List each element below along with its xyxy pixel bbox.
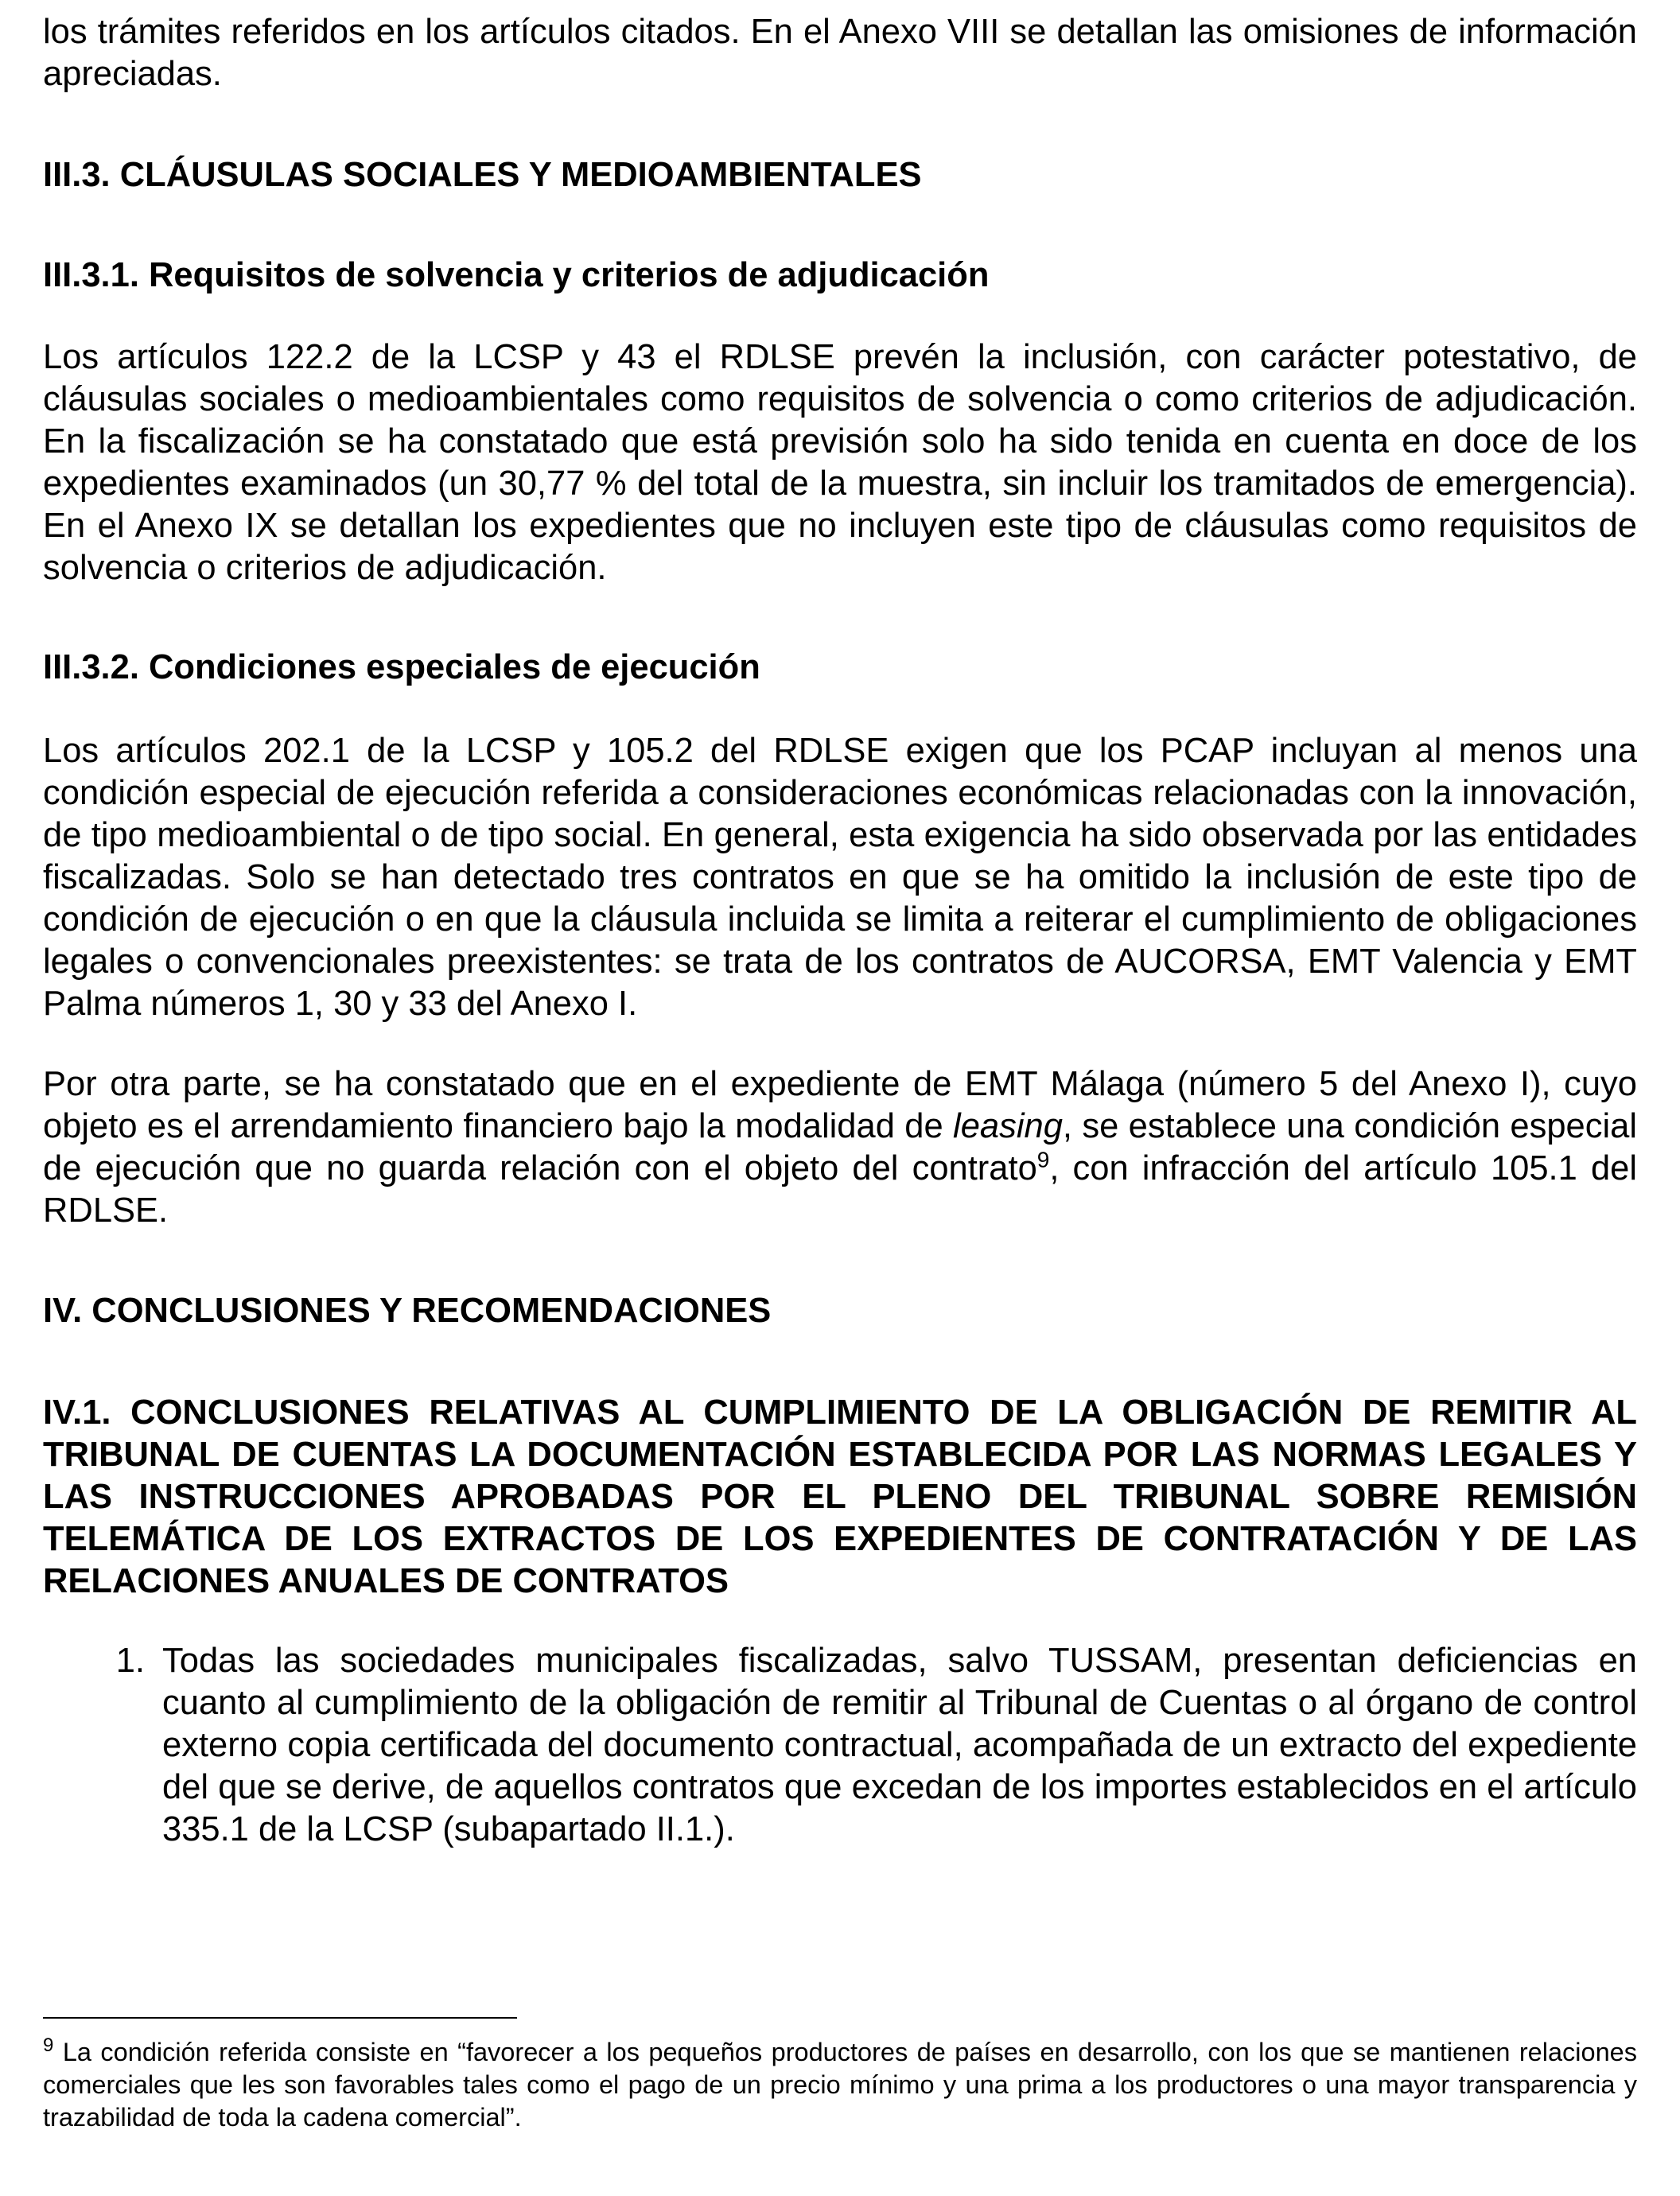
subsection-heading-iii-3-1: III.3.1. Requisitos de solvencia y criterios de adjudicación [43, 256, 990, 294]
subsection-heading-iv-1: IV.1. CONCLUSIONES RELATIVAS AL CUMPLIMIENTO DE LA OBLIGACIÓN DE REMITIR AL TRIBUNAL DE CUENTAS LA DOCUMENTACIÓN ESTABLECIDA POR LAS NORMAS LEGALES Y LAS INSTRUCCIONES APROBADAS POR EL PLENO DEL TRIBUNAL SOBRE REMISIÓN TELEMÁTICA DE LOS EXTRACTOS DE LOS EXPEDIENTES DE CONTRATACIÓN Y DE LAS RELACIONES ANUALES DE CONTRATOS [43, 1393, 1637, 1600]
footnote-text: La condición referida consiste en “favorecer a los pequeños productores de países en desarrollo, con los que se mantienen relaciones comerciales que les son favorables tales como el pago de un precio mínimo y una prima a los productores o una mayor transparencia y trazabilidad de toda la cadena comercial”. [43, 2038, 1637, 2132]
footnote-reference: 9 [1036, 1147, 1050, 1172]
paragraph-emt-malaga-part-a: Por otra parte, se ha constatado que en el expediente de EMT Málaga (número 5 del Anexo I), cuyo objeto es el arrendamiento financiero bajo la modalidad de [43, 1065, 1637, 1145]
footnote-number: 9 [43, 2035, 54, 2057]
list-item [43, 1640, 1637, 1851]
footnote-separator [43, 2017, 517, 2019]
list-item-text: Todas las sociedades municipales fiscalizadas, salvo TUSSAM, presentan deficiencias en cuanto al cumplimiento de la obligación de remitir al Tribunal de Cuentas o al órgano de control externo copia certificada del documento contractual, acompañada de un extracto del expediente del que se derive, de aquellos contratos que excedan de los importes establecidos en el artículo 335.1 de la LCSP (subapartado II.1.). [162, 1642, 1637, 1848]
section-heading-iii-3: III.3. CLÁUSULAS SOCIALES Y MEDIOAMBIENTALES [43, 156, 922, 194]
paragraph-solvencia: Los artículos 122.2 de la LCSP y 43 el RDLSE prevén la inclusión, con carácter potestativo, de cláusulas sociales o medioambientales como requisitos de solvencia o como criterios de adjudicación. En la fiscalización se ha constatado que está previsión solo ha sido tenida en cuenta en doce de los expedientes examinados (un 30,77 % del total de la muestra, sin incluir los tramitados de emergencia). En el Anexo IX se detallan los expedientes que no incluyen este tipo de cláusulas como requisitos de solvencia o criterios de adjudicación. [43, 338, 1637, 587]
paragraph-condiciones: Los artículos 202.1 de la LCSP y 105.2 del RDLSE exigen que los PCAP incluyan al menos una condición especial de ejecución referida a consideraciones económicas relacionadas con la innovación, de tipo medioambiental o de tipo social. En general, esta exigencia ha sido observada por las entidades fiscalizadas. Solo se han detectado tres contratos en que se ha omitido la inclusión de este tipo de condición de ejecución o en que la cláusula incluida se limita a reiterar el cumplimiento de obligaciones legales o convencionales preexistentes: se trata de los contratos de AUCORSA, EMT Valencia y EMT Palma números 1, 30 y 33 del Anexo I. [43, 732, 1637, 1023]
section-heading-iv: IV. CONCLUSIONES Y RECOMENDACIONES [43, 1292, 772, 1330]
paragraph-emt-malaga-part-c: , con infracción del artículo 105.1 del RDLSE. [43, 1149, 1637, 1230]
paragraph-emt-malaga-part-b: , se establece una condición especial de ejecución que no guarda relación con el objeto del contrato [43, 1107, 1637, 1187]
paragraph-emt-malaga [43, 1063, 1637, 1232]
paragraph-continuation: los trámites referidos en los artículos citados. En el Anexo VIII se detallan las omisiones de información apreciadas. [43, 13, 1637, 93]
subsection-heading-iii-3-2: III.3.2. Condiciones especiales de ejecución [43, 648, 760, 686]
footnote [43, 2036, 1637, 2134]
list-item-number: 1. [115, 1642, 145, 1680]
italic-term: leasing [953, 1107, 1063, 1145]
